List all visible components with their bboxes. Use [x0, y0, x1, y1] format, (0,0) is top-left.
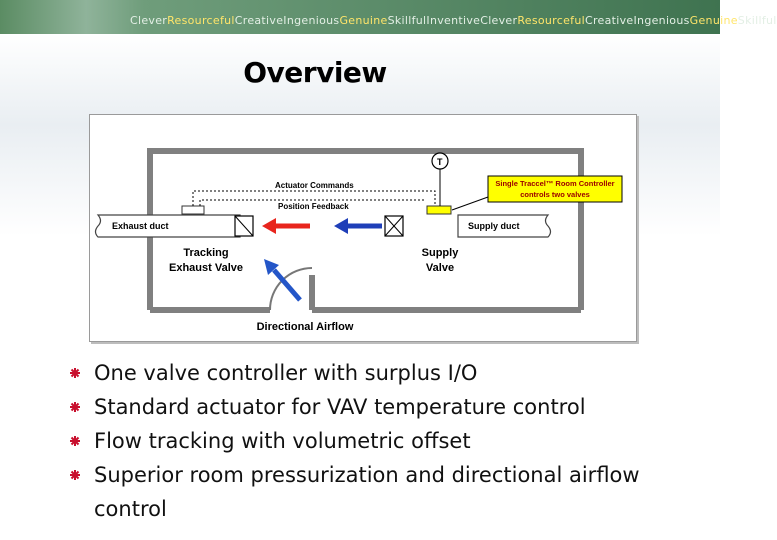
airflow-diagram: [89, 114, 637, 342]
directional-airflow-arrow: [264, 259, 300, 300]
banner-word: Genuine: [689, 14, 738, 27]
banner-word: Resourceful: [167, 14, 235, 27]
controller-label-line1: Single Traccel™ Room Controller: [495, 179, 615, 188]
banner-word: Skillful: [387, 14, 427, 27]
controller-callout-line: [452, 197, 488, 210]
bullet-item: [70, 424, 690, 458]
supply-valve-label-line1: Supply: [421, 247, 459, 259]
banner-word: Creative: [234, 14, 284, 27]
banner-word: Ingenious: [633, 14, 690, 27]
position-feedback-label: Position Feedback: [278, 202, 349, 211]
supply-flow-arrow: [334, 218, 382, 234]
bullet-marker-icon: [70, 368, 80, 378]
banner-word: Skillful: [737, 14, 777, 27]
tracking-valve-label-line2: Exhaust Valve: [169, 262, 243, 274]
banner-word: Genuine: [339, 14, 388, 27]
banner-word: Clever: [130, 14, 168, 27]
supply-valve-icon: [385, 206, 451, 236]
banner-word: Inventive: [426, 14, 481, 27]
bullet-item: [70, 390, 690, 424]
bullet-item: [70, 356, 690, 390]
supply-duct-label: Supply duct: [468, 221, 520, 231]
tracking-valve-label-line1: Tracking: [183, 247, 229, 259]
banner-word: Creative: [584, 14, 634, 27]
bullet-marker-icon: [70, 436, 80, 446]
directional-airflow-label: Directional Airflow: [256, 321, 354, 333]
bullet-text: Flow tracking with volumetric offset: [94, 429, 471, 453]
bullet-text: Superior room pressurization and directional airflow control: [94, 463, 640, 521]
bullet-item: [70, 458, 690, 526]
bullet-list: [70, 356, 690, 526]
bullet-text: Standard actuator for VAV temperature control: [94, 395, 586, 419]
diagram-svg: [90, 115, 636, 341]
slide-title: Overview: [243, 56, 387, 89]
banner-word: Clever: [480, 14, 518, 27]
thermostat-label: T: [437, 157, 443, 167]
header-banner: [0, 0, 777, 34]
banner-word-strip: [130, 14, 777, 27]
exhaust-duct-label: Exhaust duct: [112, 221, 169, 231]
exhaust-flow-arrow: [262, 218, 310, 234]
banner-word: Ingenious: [283, 14, 340, 27]
bullet-marker-icon: [70, 402, 80, 412]
actuator-commands-label: Actuator Commands: [275, 181, 354, 190]
controller-label-line2: controls two valves: [520, 190, 590, 199]
supply-valve-label-line2: Valve: [425, 262, 455, 274]
bullet-text: One valve controller with surplus I/O: [94, 361, 478, 385]
banner-word: Resourceful: [517, 14, 585, 27]
bullet-marker-icon: [70, 470, 80, 480]
